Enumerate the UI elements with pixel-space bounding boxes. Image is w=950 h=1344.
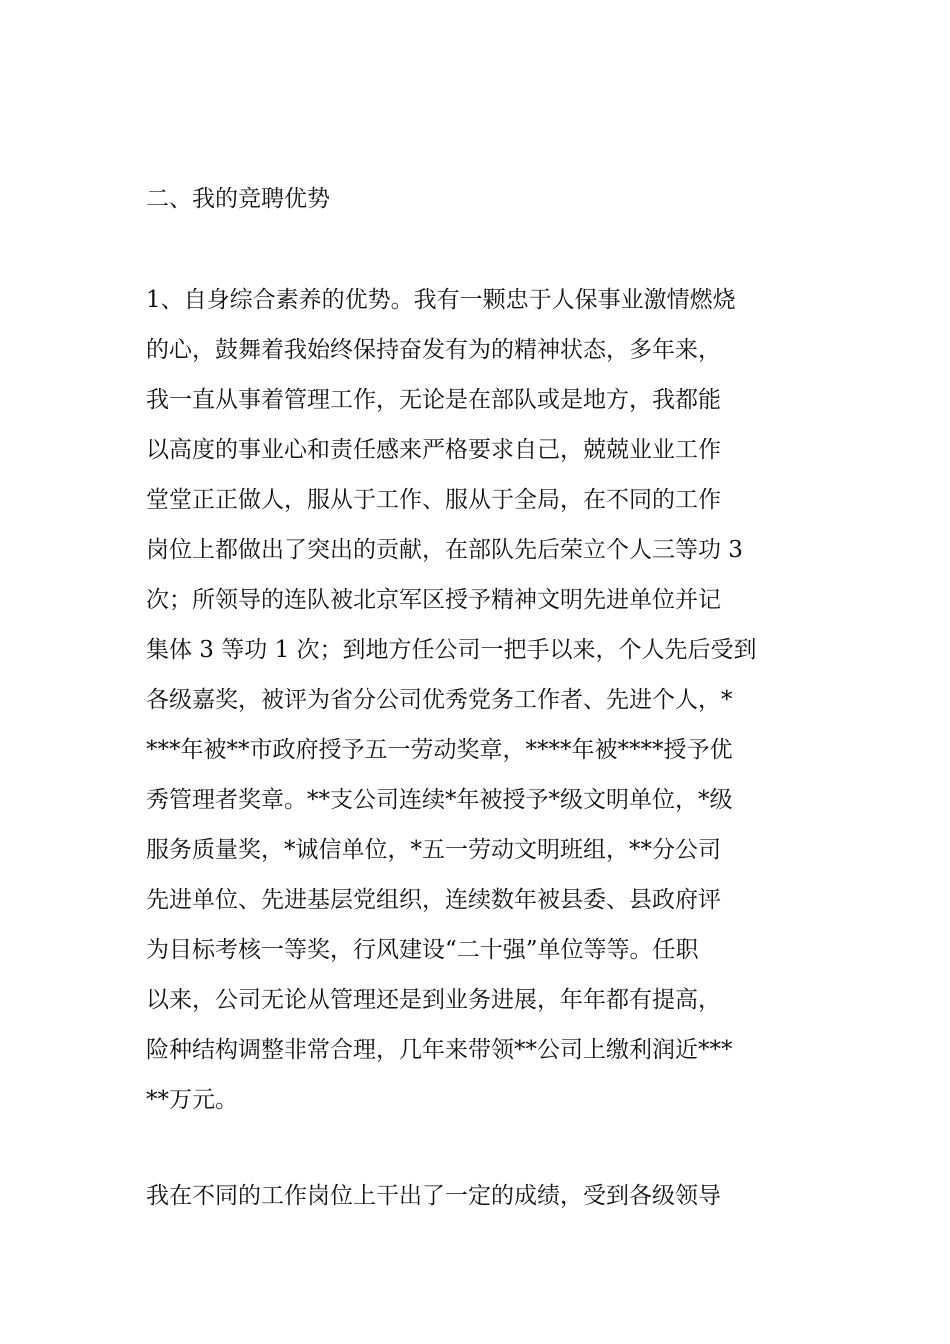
paragraph-line: 次；所领导的连队被北京军区授予精神文明先进单位并记 bbox=[146, 587, 721, 613]
paragraph-line: 以来，公司无论从管理还是到业务进展，年年都有提高， bbox=[146, 987, 721, 1013]
paragraph-line: 堂堂正正做人，服从于工作、服从于全局，在不同的工作 bbox=[146, 487, 721, 513]
paragraph-line: 险种结构调整非常合理，几年来带领**公司上缴利润近*** bbox=[146, 1037, 733, 1063]
paragraph-line: 为目标考核一等奖，行风建设“二十强”单位等等。任职 bbox=[146, 937, 699, 963]
paragraph-line: 我在不同的工作岗位上干出了一定的成绩，受到各级领导 bbox=[146, 1183, 721, 1209]
paragraph-line: 秀管理者奖章。**支公司连续*年被授予*级文明单位，*级 bbox=[146, 787, 733, 813]
paragraph-line: 集体 3 等功 1 次；到地方任公司一把手以来，个人先后受到 bbox=[146, 637, 757, 663]
paragraph-self-quality-advantage bbox=[146, 282, 810, 1132]
paragraph-achievements bbox=[146, 1178, 810, 1228]
paragraph-line: ***年被**市政府授予五一劳动奖章，****年被****授予优 bbox=[146, 737, 733, 763]
paragraph-line: 我一直从事着管理工作，无论是在部队或是地方，我都能 bbox=[146, 387, 721, 413]
section-heading: 二、我的竞聘优势 bbox=[146, 186, 330, 212]
paragraph-line: 各级嘉奖，被评为省分公司优秀党务工作者、先进个人，* bbox=[146, 687, 733, 713]
paragraph-line: 以高度的事业心和责任感来严格要求自己，兢兢业业工作 bbox=[146, 437, 721, 463]
paragraph-line: 的心，鼓舞着我始终保持奋发有为的精神状态，多年来， bbox=[146, 337, 721, 363]
paragraph-line: 服务质量奖，*诚信单位，*五一劳动文明班组，**分公司 bbox=[146, 837, 721, 863]
paragraph-line: 1、自身综合素养的优势。我有一颗忠于人保事业激情燃烧 bbox=[146, 287, 736, 313]
paragraph-line: **万元。 bbox=[146, 1087, 238, 1113]
paragraph-line: 岗位上都做出了突出的贡献，在部队先后荣立个人三等功 3 bbox=[146, 537, 743, 563]
paragraph-line: 先进单位、先进基层党组织，连续数年被县委、县政府评 bbox=[146, 887, 721, 913]
